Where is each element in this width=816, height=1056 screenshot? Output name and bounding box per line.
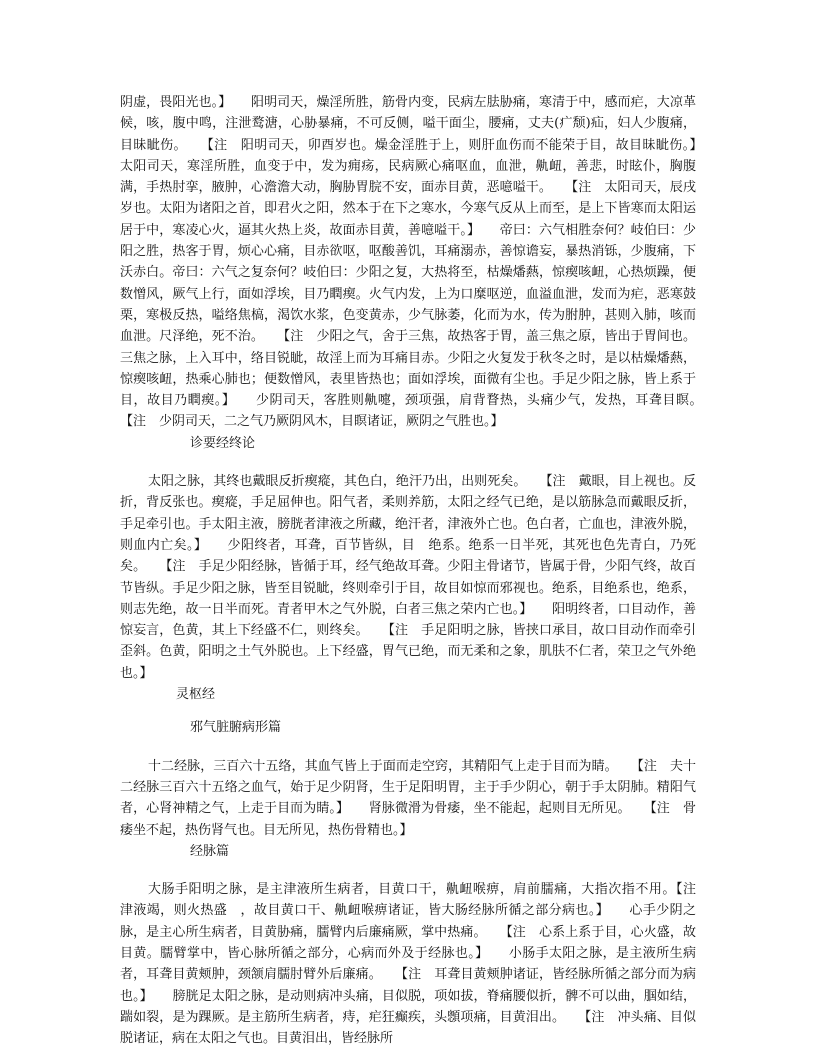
chapter-heading-xieqi: 邪气脏腑病形篇	[190, 720, 282, 736]
paragraph-4: 大肠手阳明之脉，是主津液所生病者，目黄口干，鼽衄喉痹，肩前臑痛，大指次指不用。【注 津液竭，则火热盛 ，故目黄口干、鼽衄喉痹诸证，皆大肠经脉所循之部分病也。】 心手少阴之脉，是主心所生病者，目黄胁痛，臑臂内后廉痛厥，掌中热痛。 【注 心系上系于目，心火盛，故目黄。臑臂掌中，皆心脉所循之部分，心病而外及于经脉也。】 小肠手太阳之脉，是主液所生病者，耳聋目黄颊肿，颈颔肩臑肘臂外后廉痛。 【注 耳聋目黄颊肿诸证，皆经脉所循之部分而为病也。】 膀胱足太阳之脉，是动则病冲头痛，目似脱，项如拔，脊痛腰似折，髀不可以曲，腘如结，踹如裂，是为踝厥。是主筋所生病者，痔，疟狂癫疾，头顖项痛，目黄泪出。 【注 冲头痛、目似脱诸证，病在太阳之气也。目黄泪出，皆经脉所	[120, 882, 710, 1047]
spacer	[120, 454, 696, 471]
section-heading-zhenyao: 诊要经终论	[190, 435, 256, 451]
spacer	[120, 862, 696, 879]
book-heading-lingshu: 灵枢经	[176, 687, 216, 703]
paragraph-1: 阴虚，畏阳光也。】 阳明司天，燥淫所胜，筋骨内变，民病左胠胁痛，寒清于中，感而疟，大凉革候，咳，腹中鸣，注泄鹜溏，心胁暴痛，不可反侧，嗌干面尘，腰痛，丈夫(疒颓)疝，妇人少腹痛，目昧眦伤。 【注 阳明司天，卯酉岁也。燥金淫胜于上，则肝血伤而不能荣于目，故目昧眦伤。】 太阳司天，寒淫所胜，血变于中，发为痈疡，民病厥心痛呕血，血泄，鼽衄，善悲，时眩仆，胸腹满，手热肘挛，腋肿，心澹澹大动，胸胁胃脘不安，面赤目黄，恶噫嗌干。 【注 太阳司天，辰戌岁也。太阳为诸阳之首，即君火之阳，然本于在下之寒水，今寒气反从上而至，是上下皆寒而太阳运居于中，寒凌心火，逼其火热上炎，故面赤目黄，善噫嗌干。】 帝曰：六气相胜奈何？岐伯曰：少阳之胜，热客于胃，烦心心痛，目赤欲呕，呕酸善饥，耳痛溺赤，善惊谵妄，暴热消铄，少腹痛，下沃赤白。帝曰：六气之复奈何？岐伯曰：少阳之复，大热将至，枯燥燔爇，惊瘈咳衄，心热烦躁，便数憎风，厥气上行，面如浮埃，目乃瞤瘈。火气内发，上为口糜呕逆，血溢血泄，发而为疟，恶寒鼓栗，寒极反热，嗌络焦槁，渴饮水浆，色变黄赤，少气脉萎，化而为水，传为胕肿，甚则入肺，咳而血泄。尺泽绝，死不治。 【注 少阳之气，舍于三焦，故热客于胃，盖三焦之原，皆出于胃间也。三焦之脉，上入耳中，络目锐眦，故淫上而为耳痛目赤。少阳之火复发于秋冬之时，是以枯燥燔爇，惊瘈咳衄，热乘心肺也；便数憎风，表里皆热也；面如浮埃，面微有尘也。手足少阳之脉，皆上系于目，故目乃瞤瘈。】 少阴司天，客胜则鼽嚏，颈项强，肩背瞀热，头痛少气，发热，耳聋目瞑。 【注 少阴司天，二之气乃厥阴风木，目瞑诸证，厥阴之气胜也。】	[120, 95, 723, 430]
spacer	[120, 739, 696, 756]
chapter-heading-jingmai: 经脉篇	[190, 843, 230, 859]
paragraph-3: 十二经脉，三百六十五络，其血气皆上于面而走空窍，其精阳气上走于目而为睛。 【注 夫十二经脉三百六十五络之血气，始于足少阴肾，生于足阳明胃，主于手少阴心，朝于手太阴肺。精阳气者，心肾神精之气，上走于目而为睛。】 肾脉微滑为骨痿，坐不能起，起则目无所见。 【注 骨痿坐不起，热伤肾气也。目无所见，热伤骨精也。】	[120, 758, 696, 838]
spacer	[120, 705, 696, 717]
document-page	[120, 92, 723, 1049]
paragraph-2: 太阳之脉，其终也戴眼反折瘈瘲，其色白，绝汗乃出，出则死矣。 【注 戴眼，目上视也。反折，背反张也。瘈瘲，手足屈伸也。阳气者，柔则养筋，太阳之经气已绝，是以筋脉急而戴眼反折，手足牵引也。手太阳主液，膀胱者津液之所藏，绝汗者，津液外亡也。色白者，亡血也，津液外脱，则血内亡矣。】 少阳终者，耳聋，百节皆纵，目 绝系。绝系一日半死，其死也色先青白，乃死矣。 【注 手足少阳经脉，皆循于耳，经气绝故耳聋。少阳主骨诸节，皆属于骨，少阳气终，故百节皆纵。手足少阳之脉，皆至目锐眦，终则牵引于目，故目如惊而邪视也。绝系，目绝系也，绝系，则志先绝，故一日半而死。青者甲木之气外脱，白者三焦之荣内亡也。】 阳明终者，口目动作，善惊妄言，色黄，其上下经盛不仁，则终矣。 【注 手足阳明之脉，皆挟口承目，故口目动作而牵引歪斜。色黄，阳明之土气外脱也。上下经盛，胃气已绝，而无柔和之象，肌肤不仁者，荣卫之气外绝也。】	[120, 474, 696, 681]
